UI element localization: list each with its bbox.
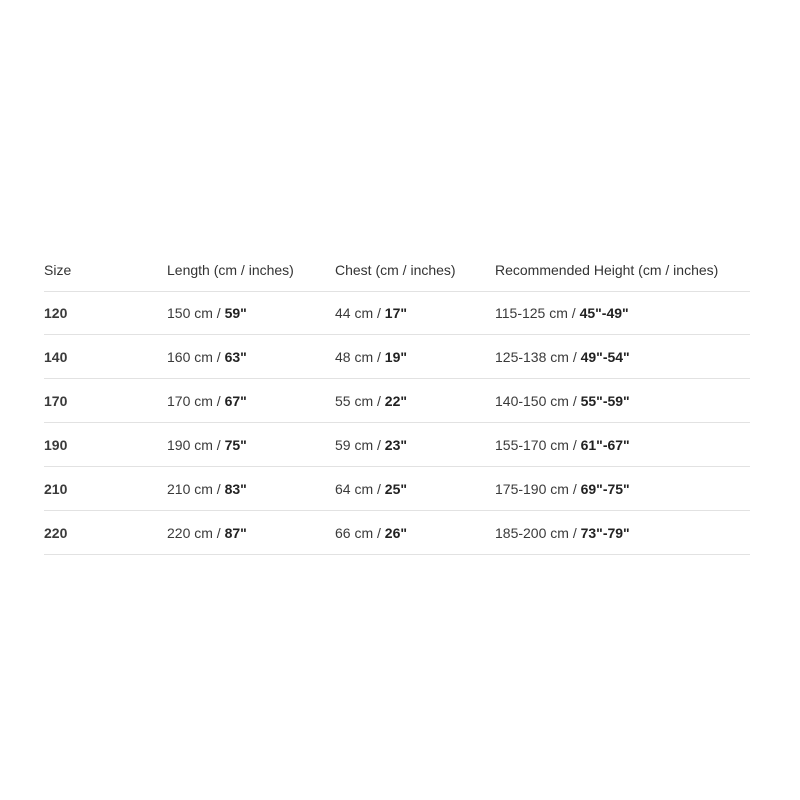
- size-value: 220: [44, 511, 167, 555]
- size-value: 120: [44, 292, 167, 335]
- table-row: [44, 423, 750, 467]
- size-value: 190: [44, 423, 167, 467]
- height-cm: 175-190 cm: [495, 480, 569, 497]
- height-inches: 61"-67": [580, 436, 630, 453]
- separator: /: [212, 348, 225, 365]
- separator: /: [373, 348, 385, 365]
- height-inches: 55"-59": [580, 392, 630, 409]
- chest-cell: [335, 511, 495, 555]
- table-body: [44, 292, 750, 555]
- length-cell: [167, 511, 335, 555]
- separator: /: [568, 524, 581, 541]
- chest-cm: 48 cm: [335, 348, 374, 365]
- size-value: 170: [44, 379, 167, 423]
- separator: /: [568, 392, 581, 409]
- chest-cell: [335, 335, 495, 379]
- separator: /: [373, 305, 385, 321]
- separator: /: [212, 436, 225, 453]
- length-cm: 150 cm: [167, 305, 213, 321]
- header-size: Size: [44, 248, 167, 292]
- length-cm: 190 cm: [167, 436, 213, 453]
- length-inches: 83": [224, 480, 247, 497]
- height-cell: [495, 379, 750, 423]
- height-inches: 73"-79": [580, 524, 630, 541]
- separator: /: [212, 524, 225, 541]
- height-cm: 115-125 cm: [495, 305, 568, 321]
- height-cell: [495, 467, 750, 511]
- chest-inches: 19": [384, 348, 408, 365]
- length-inches: 67": [224, 392, 247, 409]
- height-cell: [495, 423, 750, 467]
- separator: /: [568, 436, 581, 453]
- separator: /: [212, 305, 225, 321]
- height-inches: 45"-49": [579, 305, 629, 321]
- table-row: [44, 335, 750, 379]
- length-inches: 75": [224, 436, 247, 453]
- separator: /: [212, 480, 225, 497]
- length-cm: 220 cm: [167, 524, 213, 541]
- header-recommended-height: Recommended Height (cm / inches): [495, 248, 750, 292]
- height-cm: 155-170 cm: [495, 436, 569, 453]
- length-cm: 170 cm: [167, 392, 213, 409]
- chest-cm: 64 cm: [335, 480, 374, 497]
- height-cell: [495, 511, 750, 555]
- separator: /: [212, 392, 225, 409]
- chest-cell: [335, 379, 495, 423]
- table-header: [44, 248, 750, 292]
- chest-cm: 66 cm: [335, 524, 374, 541]
- separator: /: [373, 392, 385, 409]
- table-row: [44, 292, 750, 335]
- length-cell: [167, 467, 335, 511]
- header-length: Length (cm / inches): [167, 248, 335, 292]
- separator: /: [373, 436, 385, 453]
- chest-cm: 44 cm: [335, 305, 374, 321]
- chest-cell: [335, 292, 495, 335]
- table-row: [44, 467, 750, 511]
- length-inches: 59": [224, 305, 247, 321]
- length-cm: 210 cm: [167, 480, 213, 497]
- separator: /: [568, 348, 581, 365]
- table-row: [44, 379, 750, 423]
- chest-inches: 17": [384, 305, 408, 321]
- height-cm: 185-200 cm: [495, 524, 569, 541]
- header-row: [44, 248, 750, 292]
- chest-cell: [335, 423, 495, 467]
- chest-cm: 55 cm: [335, 392, 374, 409]
- height-cell: [495, 292, 750, 335]
- chest-cm: 59 cm: [335, 436, 374, 453]
- chest-inches: 25": [384, 480, 408, 497]
- height-cell: [495, 335, 750, 379]
- length-cell: [167, 379, 335, 423]
- size-chart-table: [44, 248, 750, 555]
- length-cell: [167, 292, 335, 335]
- separator: /: [373, 480, 385, 497]
- chest-inches: 26": [384, 524, 408, 541]
- size-value: 210: [44, 467, 167, 511]
- length-inches: 63": [224, 348, 247, 365]
- chest-cell: [335, 467, 495, 511]
- size-value: 140: [44, 335, 167, 379]
- length-cell: [167, 423, 335, 467]
- separator: /: [373, 524, 385, 541]
- height-inches: 69"-75": [580, 480, 630, 497]
- separator: /: [567, 305, 580, 321]
- length-cm: 160 cm: [167, 348, 213, 365]
- length-cell: [167, 335, 335, 379]
- height-cm: 125-138 cm: [495, 348, 569, 365]
- chest-inches: 22": [384, 392, 408, 409]
- table-row: [44, 511, 750, 555]
- height-inches: 49"-54": [580, 348, 630, 365]
- chest-inches: 23": [384, 436, 408, 453]
- header-chest: Chest (cm / inches): [335, 248, 495, 292]
- height-cm: 140-150 cm: [495, 392, 569, 409]
- separator: /: [568, 480, 581, 497]
- length-inches: 87": [224, 524, 247, 541]
